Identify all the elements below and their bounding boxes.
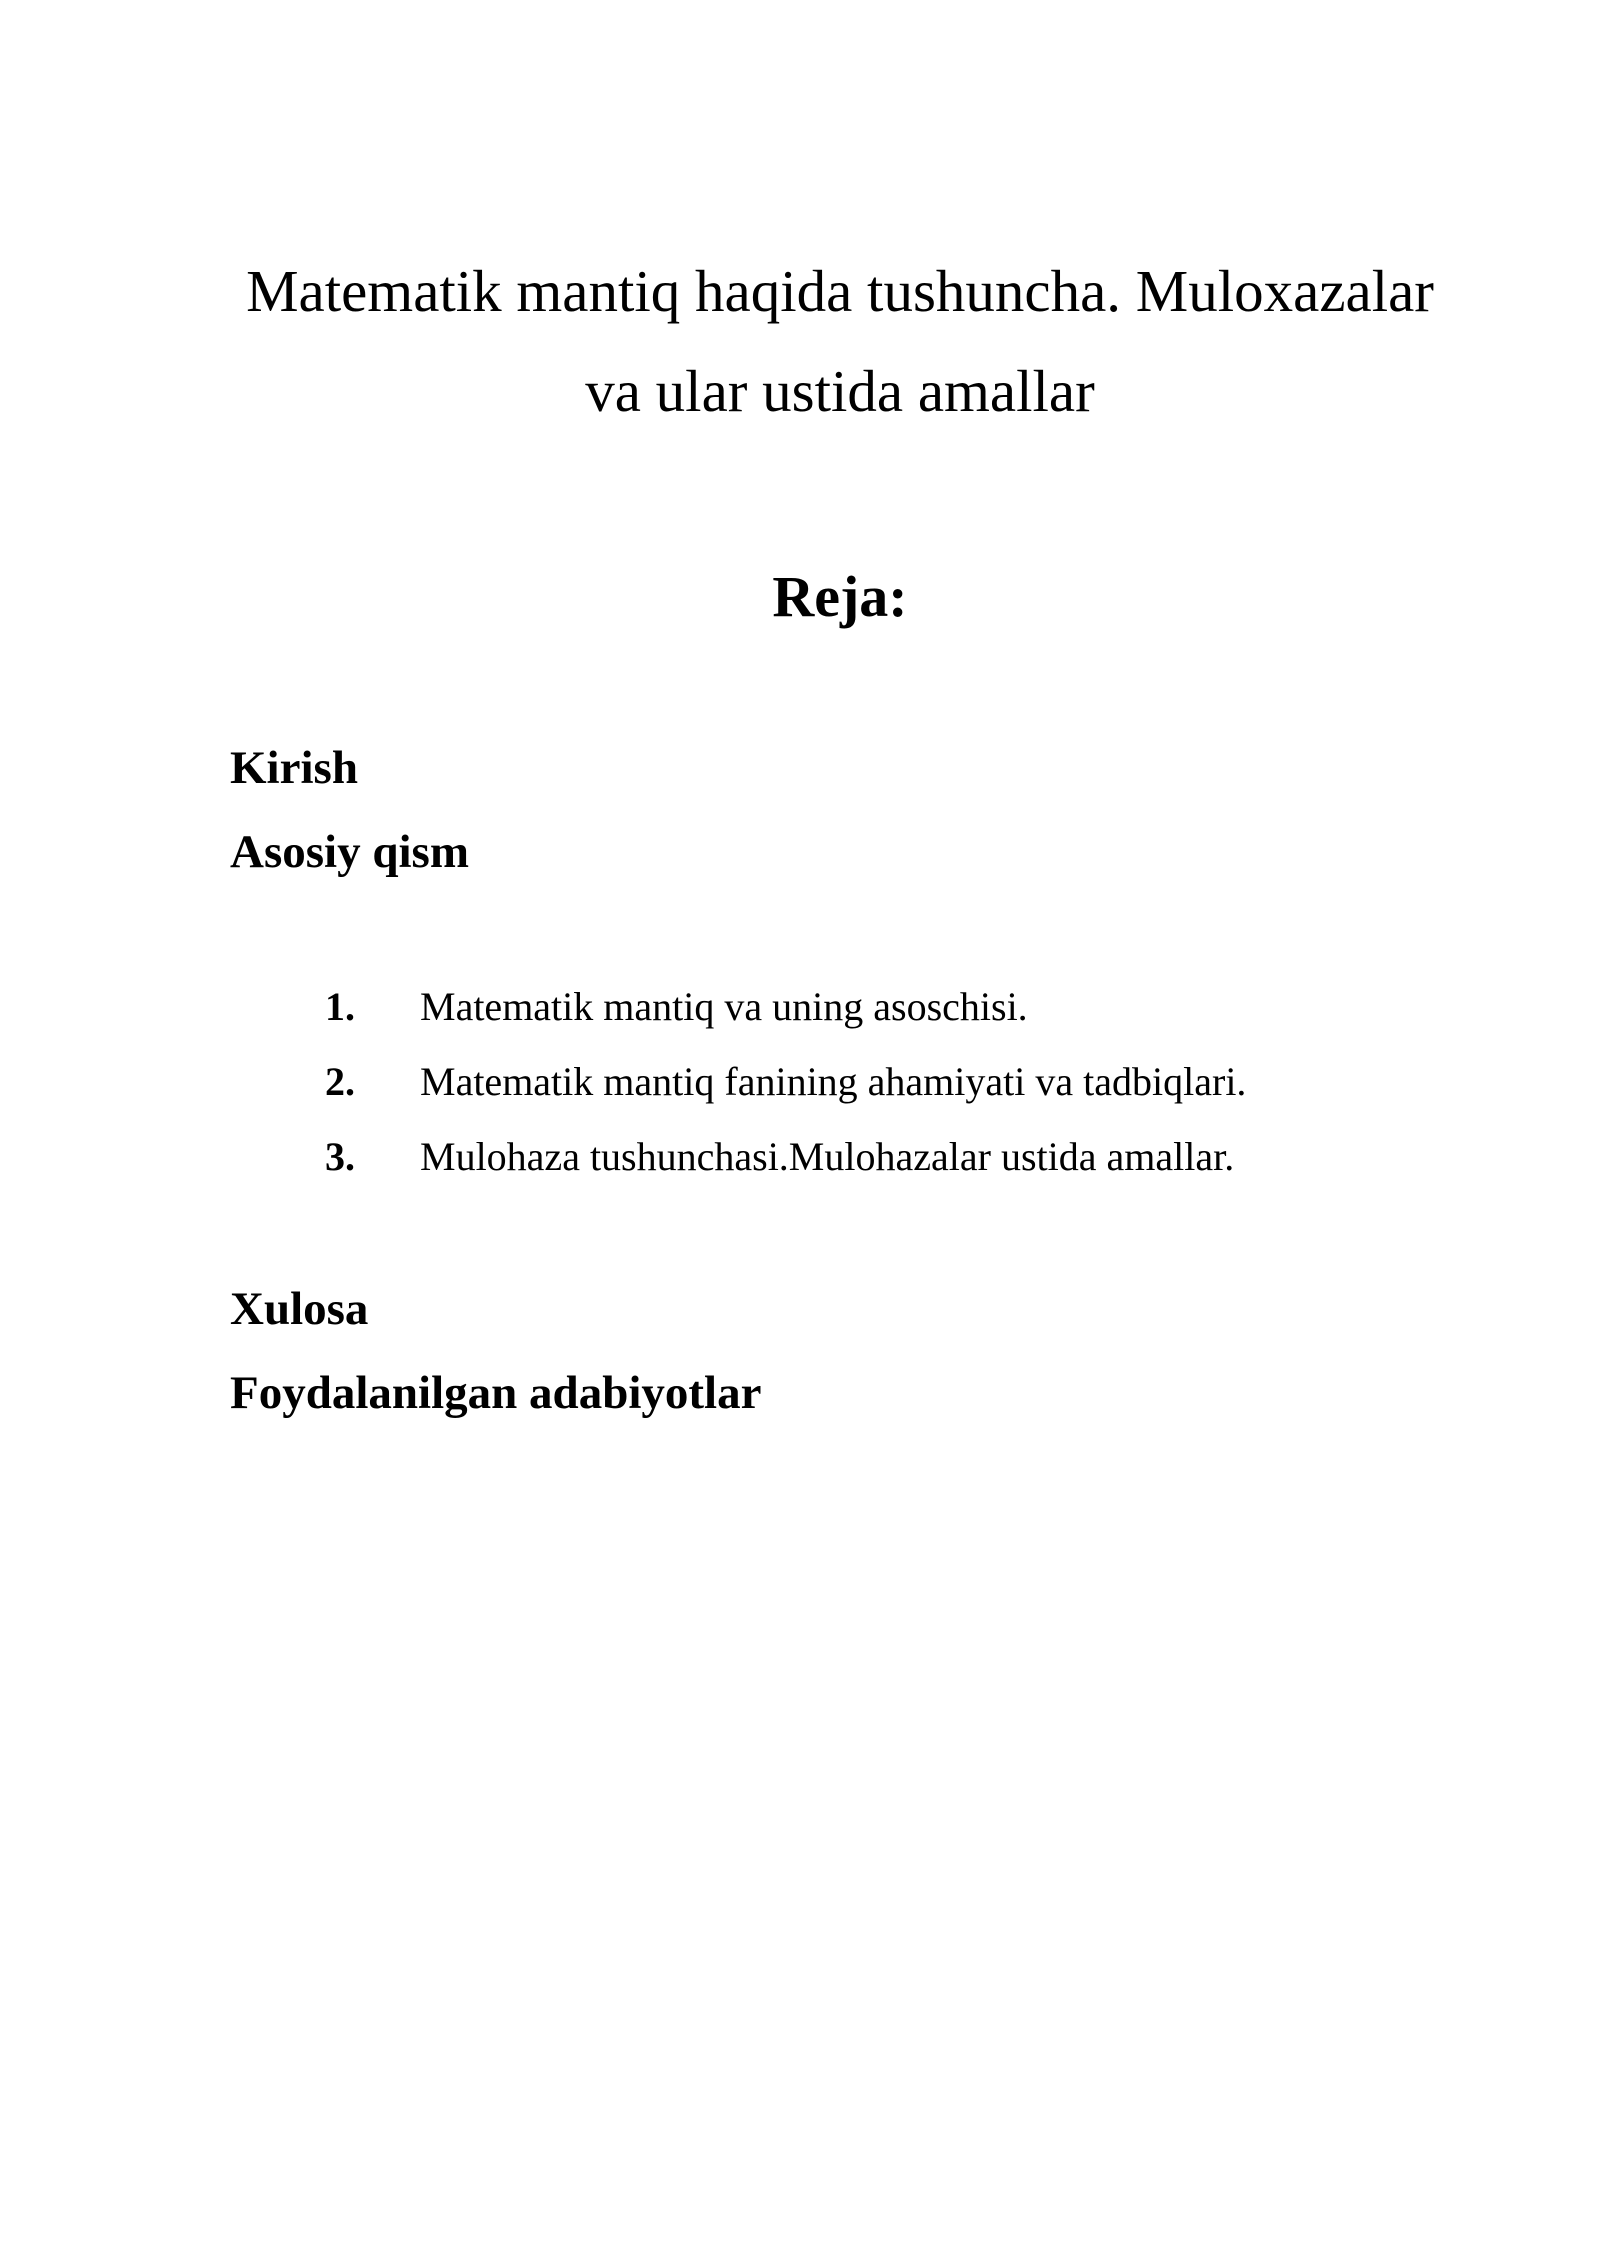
conclusion-heading: Xulosa: [230, 1283, 369, 1335]
plan-item-number: 1.: [325, 984, 355, 1029]
plan-item-text: Matematik mantiq va uning asoschisi.: [420, 984, 1028, 1029]
plan-item-number: 2.: [325, 1059, 355, 1104]
references-heading: Foydalanilgan adabiyotlar: [230, 1367, 762, 1419]
plan-item-text: Matematik mantiq fanining ahamiyati va tadbiqlari.: [420, 1059, 1247, 1104]
plan-item-number: 3.: [325, 1134, 355, 1179]
document-title-line-1: Matematik mantiq haqida tushuncha. Muloxazalar: [246, 258, 1434, 324]
introduction-heading: Kirish: [230, 742, 358, 794]
plan-list-item: [0, 1059, 1600, 1112]
main-part-heading: Asosiy qism: [230, 826, 469, 878]
plan-heading: Reja:: [772, 564, 908, 629]
plan-list-item: [0, 984, 1600, 1037]
plan-list-item: [0, 1134, 1600, 1187]
plan-item-text: Mulohaza tushunchasi.Mulohazalar ustida amallar.: [420, 1134, 1235, 1179]
document-title-line-2: va ular ustida amallar: [585, 358, 1095, 424]
